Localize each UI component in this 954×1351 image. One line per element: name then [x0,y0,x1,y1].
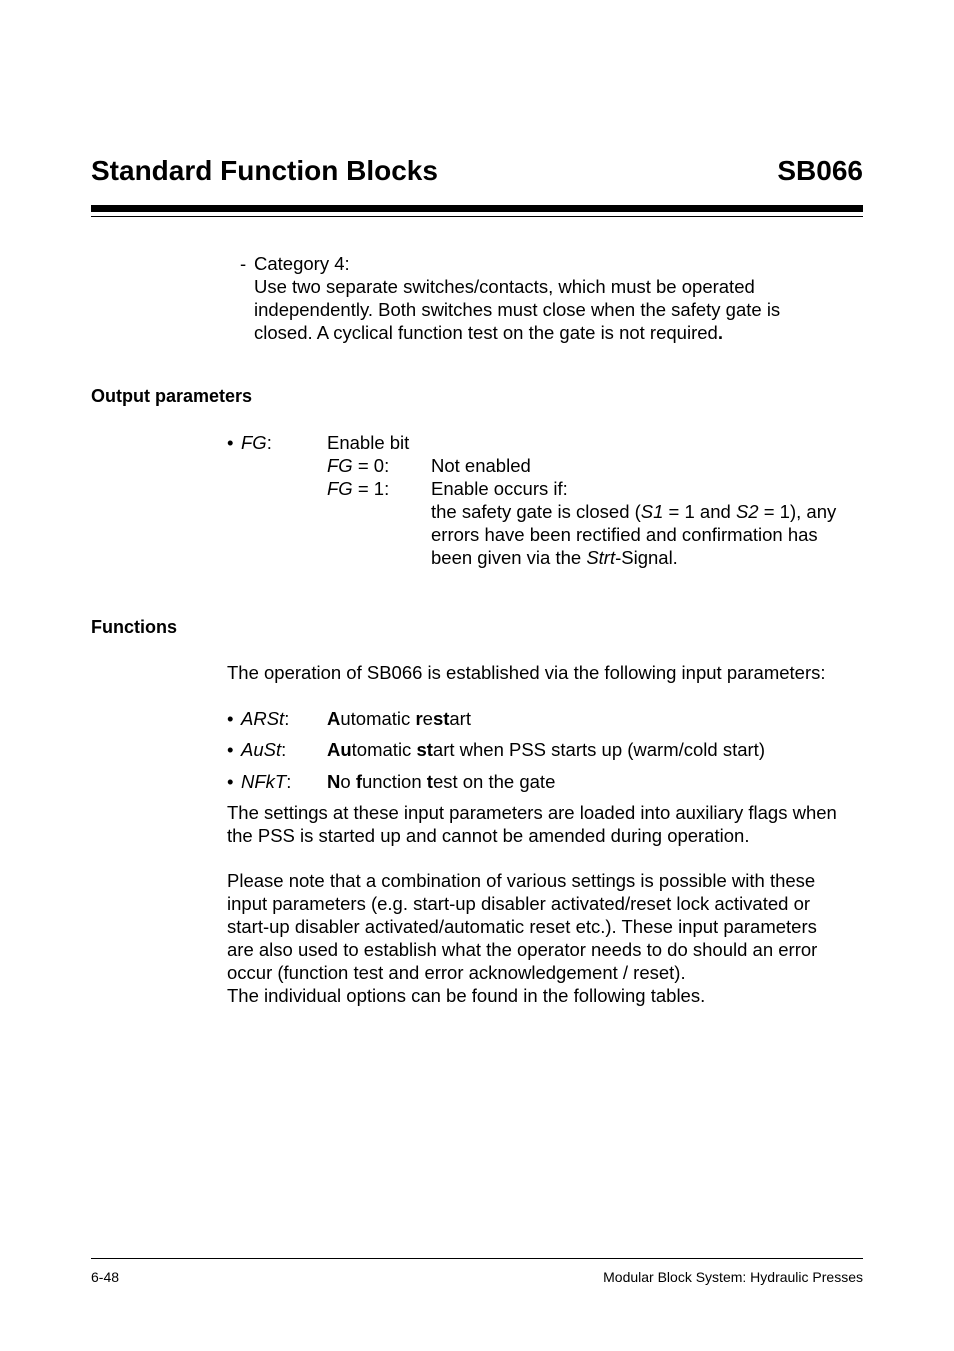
bullet: • [227,432,234,453]
param-name-aust: AuSt: [241,739,287,760]
functions-intro: The operation of SB066 is established via the following input parameters: [227,662,826,683]
page-title: Standard Function Blocks [91,155,438,186]
list-dash: - [240,253,247,274]
paragraph-line: The settings at these input parameters are loaded into auxiliary flags when [227,802,837,823]
param-desc-nfkt: No function test on the gate [327,771,556,792]
output-parameter-fg [0,431,954,581]
param-name-fg: FG: [241,432,272,453]
param-desc-fg: Enable bit [327,432,410,453]
block-code: SB066 [777,155,863,186]
paragraph-line: The individual options can be found in the following tables. [227,985,706,1006]
header-rule-thick [91,205,863,212]
param-desc-arst: Automatic restart [327,708,471,729]
fg-condition-line: been given via the Strt-Signal. [431,547,678,568]
category-text-line: closed. A cyclical function test on the gate is not required. [254,322,723,343]
header-rule-thin [91,216,863,217]
functions-paragraph-1 [227,801,867,847]
paragraph-line: the PSS is started up and cannot be amended during operation. [227,825,750,846]
param-name-nfkt: NFkT: [241,771,292,792]
fg-value-1-text: Enable occurs if: [431,478,568,499]
param-desc-aust: Automatic start when PSS starts up (warm/cold start) [327,739,765,760]
paragraph-line: Please note that a combination of various settings is possible with these [227,870,816,891]
functions-paragraph-2 [227,869,867,1007]
bullet: • [227,739,234,760]
paragraph-line: start-up disabler activated/automatic reset etc.). These input parameters [227,916,817,937]
input-parameter-list [0,707,954,802]
bullet: • [227,708,234,729]
fg-condition-line: errors have been rectified and confirmation has [431,524,818,545]
fg-value-0-text: Not enabled [431,455,531,476]
param-name-arst: ARSt: [241,708,290,729]
section-heading-functions: Functions [91,617,177,637]
section-heading-output-parameters: Output parameters [91,386,253,406]
category-label: Category 4: [254,253,350,274]
category-text-line: independently. Both switches must close when the safety gate is [254,299,781,320]
category-text-line: Use two separate switches/contacts, which must be operated [254,276,755,297]
paragraph-line: input parameters (e.g. start-up disabler activated/reset lock activated or [227,893,811,914]
document-title: Modular Block System: Hydraulic Presses [603,1269,863,1285]
paragraph-line: occur (function test and error acknowledgement / reset). [227,962,686,983]
footer-rule [91,1258,863,1259]
paragraph-line: are also used to establish what the operator needs to do should an error [227,939,818,960]
fg-value-1: FG = 1: [327,478,390,499]
fg-condition-line: the safety gate is closed (S1 = 1 and S2 = 1), any [431,501,837,522]
bullet: • [227,771,234,792]
fg-value-0: FG = 0: [327,455,390,476]
page-number: 6-48 [91,1269,120,1285]
